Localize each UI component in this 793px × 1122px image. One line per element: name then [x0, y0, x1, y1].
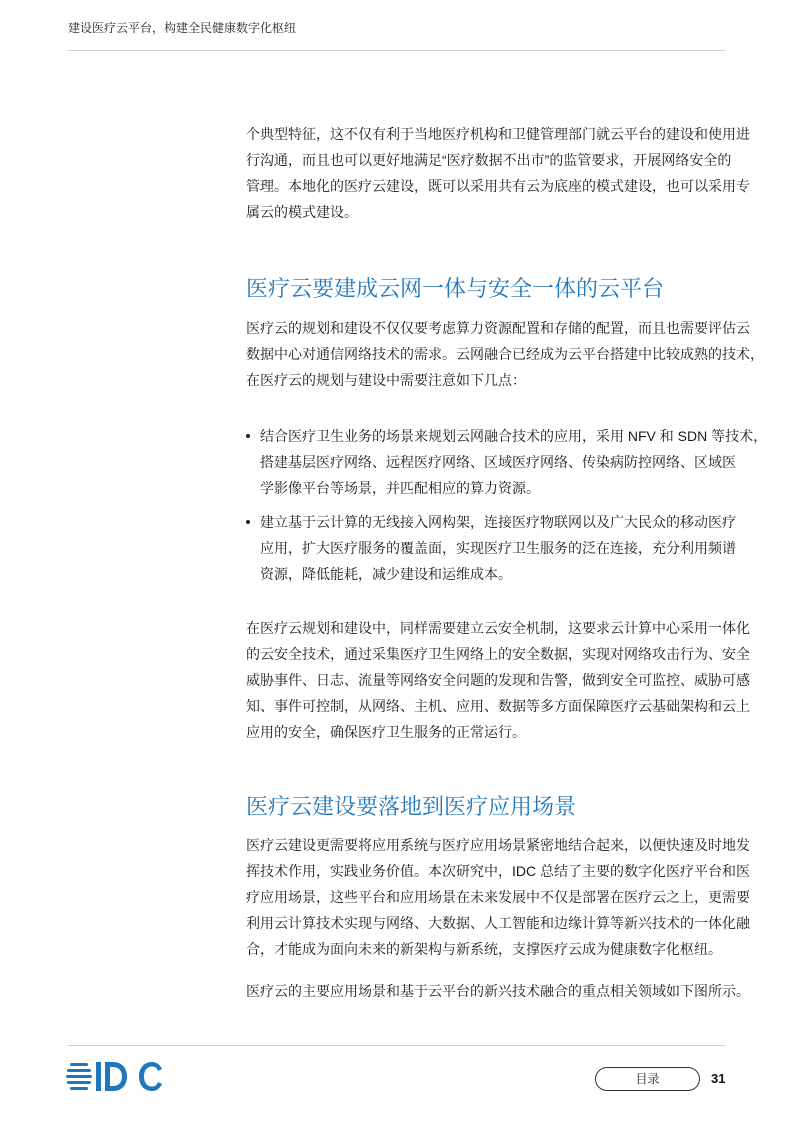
- section-heading-2: 医疗云建设要落地到医疗应用场景: [246, 794, 577, 819]
- text-line: 挥技术作用，实践业务价值。本次研究中，IDC 总结了主要的数字化医疗平台和医: [246, 863, 750, 879]
- text-line: 威胁事件、日志、流量等网络安全问题的发现和告警，做到安全可监控、威胁可感: [246, 672, 750, 688]
- text-line: 行沟通，而且也可以更好地满足“医疗数据不出市”的监管要求，开展网络安全的: [246, 152, 732, 168]
- text-line: 建立基于云计算的无线接入网构架，连接医疗物联网以及广大民众的移动医疗: [260, 514, 736, 530]
- text-line: 搭建基层医疗网络、远程医疗网络、区域医疗网络、传染病防控网络、区域医: [260, 454, 736, 470]
- text-line: 应用的安全，确保医疗卫生服务的正常运行。: [246, 724, 526, 740]
- idc-logo: [66, 1060, 166, 1094]
- bullet-icon: [246, 520, 250, 524]
- text-line: 在医疗云的规划与建设中需要注意如下几点：: [246, 372, 526, 388]
- text-line: 在医疗云规划和建设中，同样需要建立云安全机制，这要求云计算中心采用一体化: [246, 620, 750, 636]
- text-line: 医疗云的规划和建设不仅仅要考虑算力资源配置和存储的配置，而且也需要评估云: [246, 320, 750, 336]
- text-line: 医疗云建设更需要将应用系统与医疗应用场景紧密地结合起来，以便快速及时地发: [246, 837, 750, 853]
- text-line: 应用，扩大医疗服务的覆盖面，实现医疗卫生服务的泛在连接，充分利用频谱: [260, 540, 736, 556]
- text-line: 资源，降低能耗，减少建设和运维成本。: [260, 566, 512, 582]
- page-number: 31: [711, 1071, 726, 1086]
- text-line: 数据中心对通信网络技术的需求。云网融合已经成为云平台搭建中比较成熟的技术，: [246, 346, 764, 362]
- text-line: 医疗云的主要应用场景和基于云平台的新兴技术融合的重点相关领域如下图所示。: [246, 983, 750, 999]
- running-header: 建设医疗云平台，构建全民健康数字化枢纽: [68, 21, 297, 35]
- text-line: 结合医疗卫生业务的场景来规划云网融合技术的应用，采用 NFV 和 SDN 等技术，: [260, 428, 768, 444]
- text-line: 知、事件可控制，从网络、主机、应用、数据等多方面保障医疗云基础架构和云上: [246, 698, 750, 714]
- footer-divider: [68, 1045, 725, 1046]
- text-line: 管理。本地化的医疗云建设，既可以采用共有云为底座的模式建设，也可以采用专: [246, 178, 750, 194]
- text-line: 利用云计算技术实现与网络、大数据、人工智能和边缘计算等新兴技术的一体化融: [246, 915, 750, 931]
- text-line: 合，才能成为面向未来的新架构与新系统，支撑医疗云成为健康数字化枢纽。: [246, 941, 722, 957]
- paragraph-3: [246, 615, 750, 745]
- section-heading-1: 医疗云要建成云网一体与安全一体的云平台: [246, 276, 665, 301]
- header-divider: [68, 50, 725, 51]
- paragraph-4: [246, 832, 750, 962]
- text-line: 个典型特征，这不仅有利于当地医疗机构和卫健管理部门就云平台的建设和使用进: [246, 126, 750, 142]
- paragraph-2: [246, 315, 764, 393]
- text-line: 学影像平台等场景，并匹配相应的算力资源。: [260, 480, 540, 496]
- text-line: 的云安全技术，通过采集医疗卫生网络上的安全数据，实现对网络攻击行为、安全: [246, 646, 750, 662]
- table-of-contents-button[interactable]: 目录: [595, 1067, 700, 1091]
- paragraph-1: [246, 121, 750, 225]
- bullet-icon: [246, 434, 250, 438]
- paragraph-5: [246, 978, 750, 1004]
- text-line: 疗应用场景，这些平台和应用场景在未来发展中不仅是部署在医疗云之上，更需要: [246, 889, 750, 905]
- text-line: 属云的模式建设。: [246, 204, 358, 220]
